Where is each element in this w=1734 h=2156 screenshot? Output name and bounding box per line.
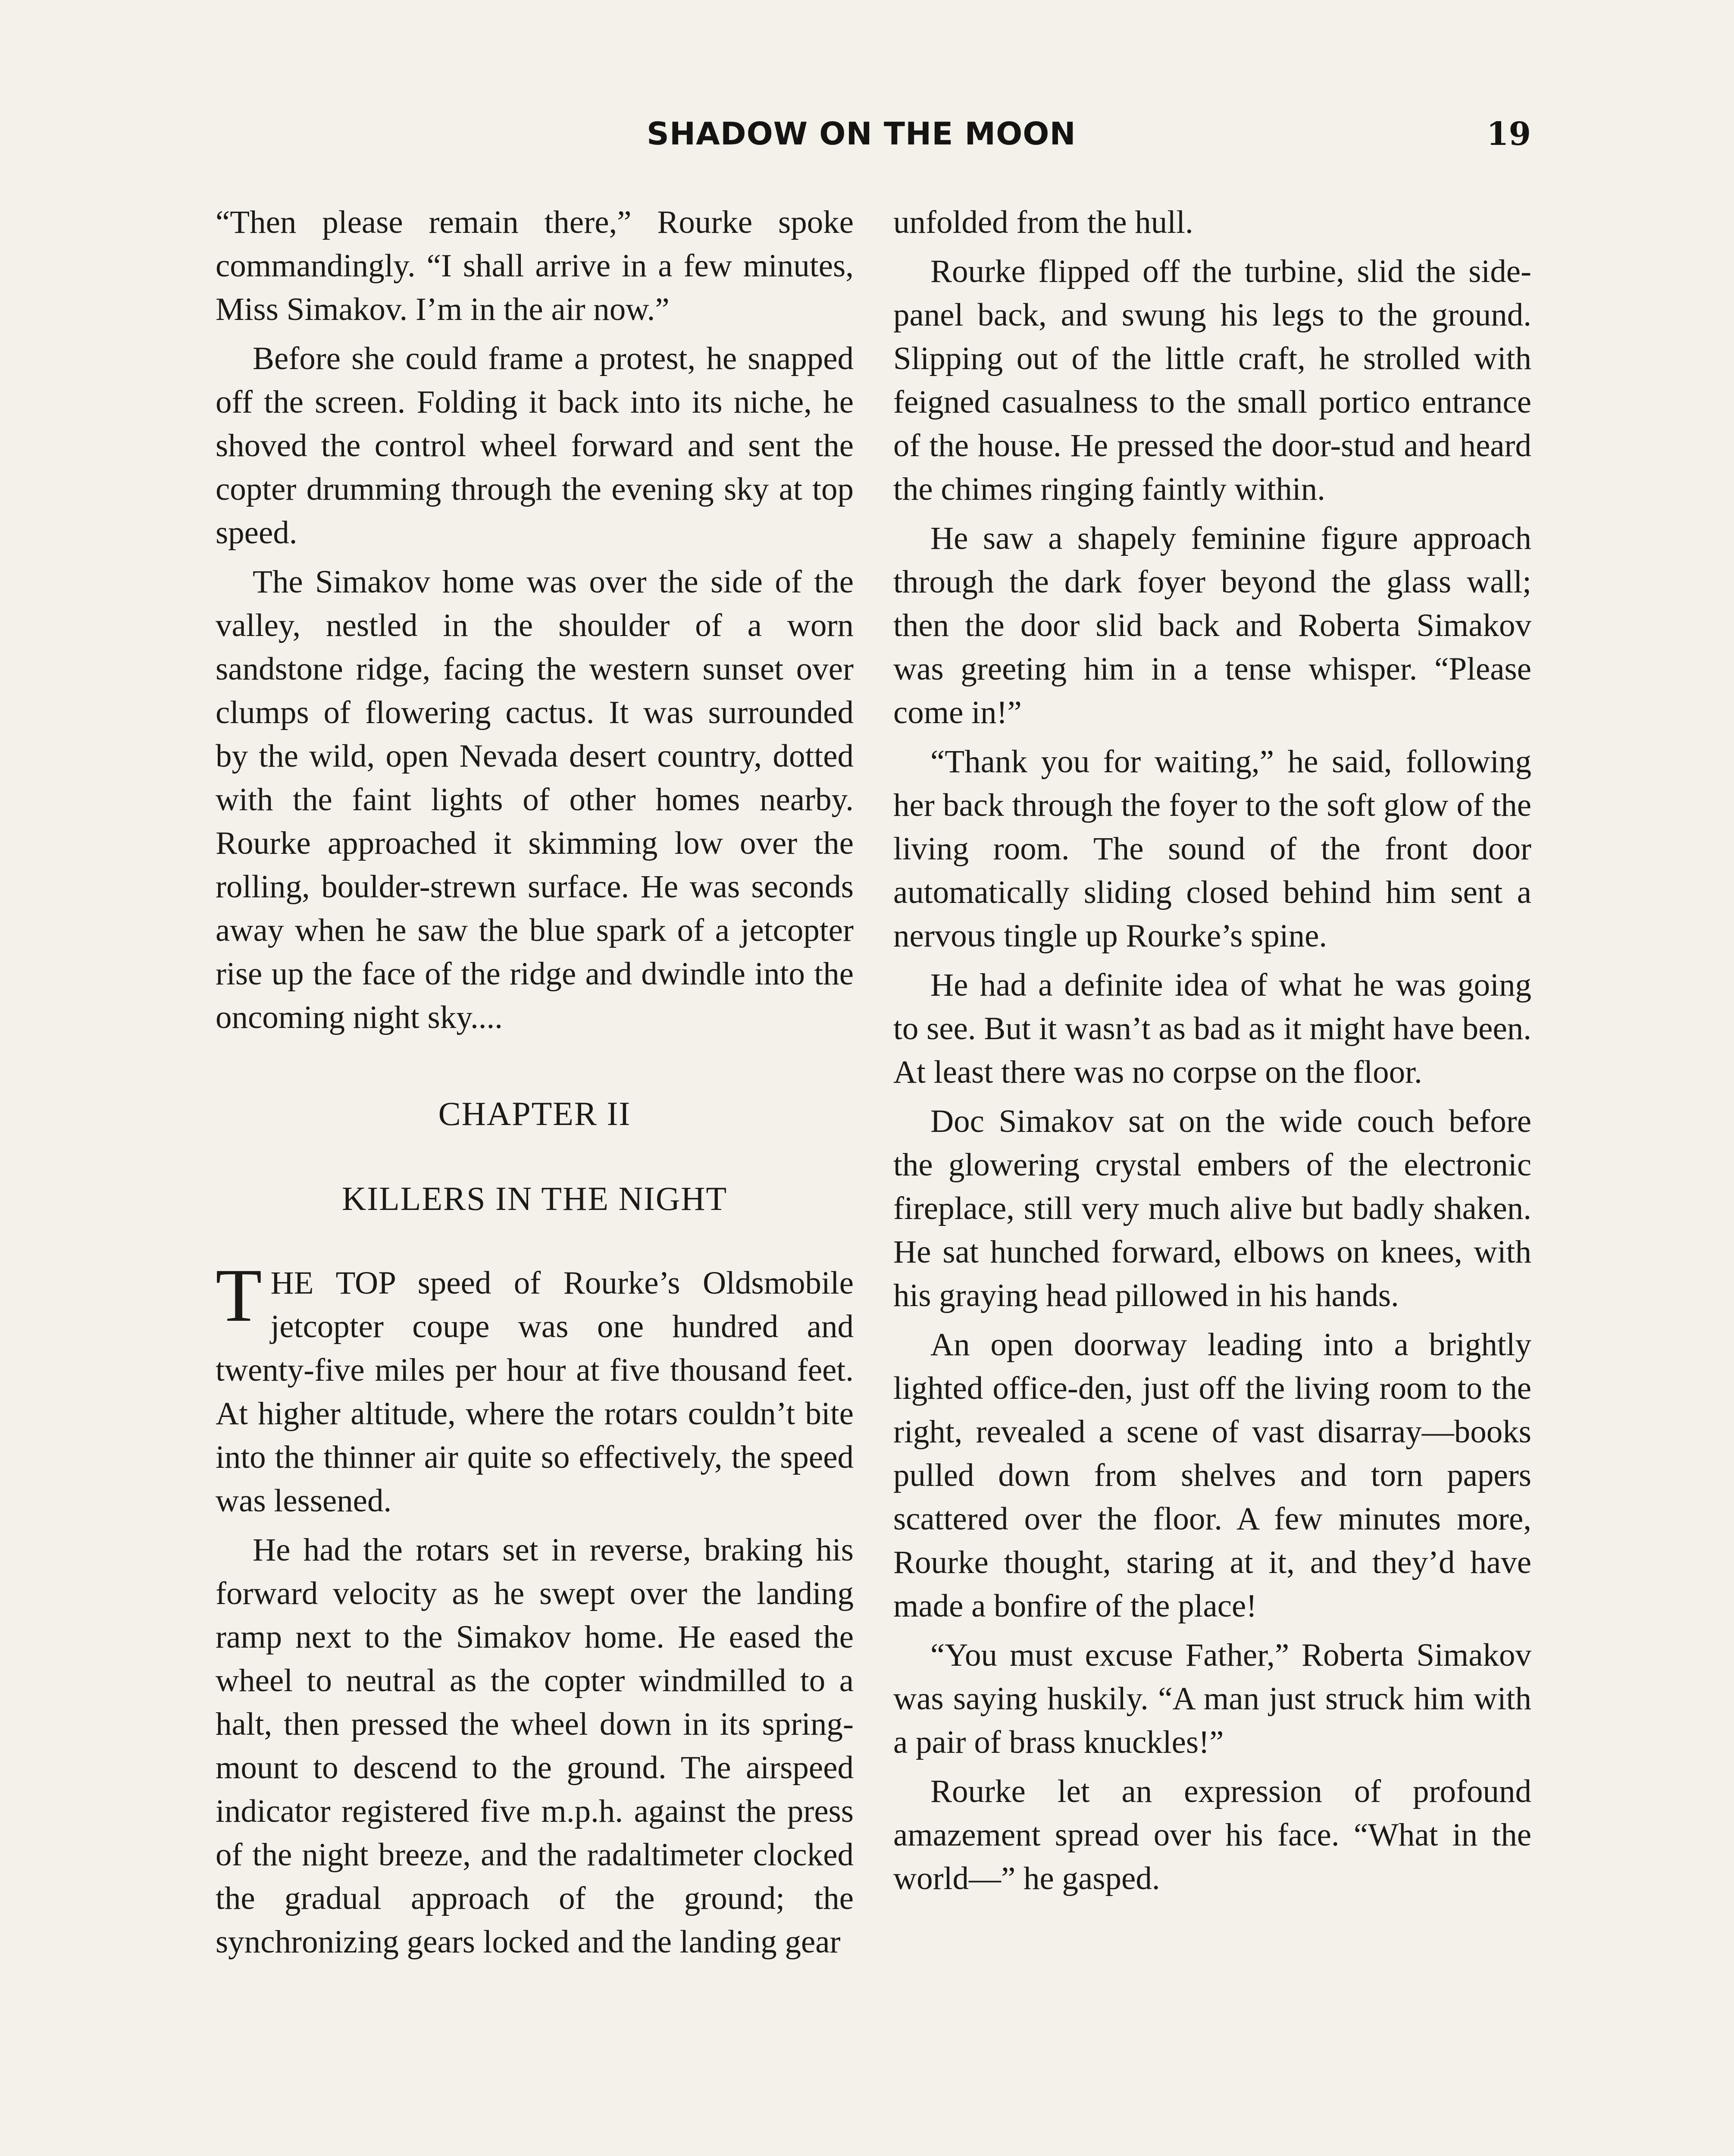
drop-cap: T	[216, 1253, 262, 1338]
left-column	[216, 201, 854, 1969]
body-paragraph: He had a definite idea of what he was going to see. But it wasn’t as bad as it might have been. At least there was no corpse on the floor.	[893, 967, 1531, 1090]
chapter-title: KILLERS IN THE NIGHT	[341, 1180, 728, 1217]
body-paragraph: “Then please remain there,” Rourke spoke commandingly. “I shall arrive in a few minutes, Miss Simakov. I’m in the air now.”	[216, 204, 854, 327]
right-column	[893, 201, 1531, 1906]
body-paragraph: Before she could frame a protest, he snapped off the screen. Folding it back into its niche, he shoved the control wheel forward and sent the copter drumming through the evening sky at top speed.	[216, 341, 854, 551]
body-paragraph: An open doorway leading into a brightly lighted office-den, just off the living room to the right, revealed a scene of vast disarray—books pulled down from shelves and torn papers scattered over the floor. A few minutes more, Rourke thought, staring at it, and they’d have made a bonfire of the place!	[893, 1327, 1531, 1624]
page-number: 19	[1487, 116, 1531, 153]
body-paragraph: Rourke flipped off the turbine, slid the side-panel back, and swung his legs to the ground. Slipping out of the little craft, he strolled with feigned casualness to the small portico entrance of the house. He pressed the door-stud and heard the chimes ringing faintly within.	[893, 254, 1531, 507]
body-paragraph: The Simakov home was over the side of the valley, nestled in the shoulder of a worn sandstone ridge, facing the western sunset over clumps of flowering cactus. It was surrounded by the wild, open Nevada desert country, dotted with the faint lights of other homes nearby. Rourke approached it skimming low over the rolling, boulder-strewn surface. He was seconds away when he saw the blue spark of a jetcopter rise up the face of the ridge and dwindle into the oncoming night sky....	[216, 564, 854, 1035]
body-paragraph: He had the rotars set in reverse, braking his forward velocity as he swept over the landing ramp next to the Simakov home. He eased the wheel to neutral as the copter windmilled to a halt, then pressed the wheel down in its spring-mount to descend to the ground. The airspeed indicator registered five m.p.h. against the press of the night breeze, and the radaltimeter clocked the gradual approach of the ground; the synchronizing gears locked and the landing gear	[216, 1532, 854, 1960]
body-paragraph: Rourke let an expression of profound amazement spread over his face. “What in the world—” he gasped.	[893, 1774, 1531, 1896]
body-paragraph: “Thank you for waiting,” he said, following her back through the foyer to the soft glow of the living room. The sound of the front door automatically sliding closed behind him sent a nervous tingle up Rourke’s spine.	[893, 744, 1531, 954]
opening-paragraph-text: HE TOP speed of Rourke’s Oldsmobile jetcopter coupe was one hundred and twenty-five miles per hour at five thousand feet. At higher altitude, where the rotars couldn’t bite into the thinner air quite so effectively, the speed was lessened.	[216, 1265, 854, 1519]
continued-paragraph: unfolded from the hull.	[893, 204, 1193, 240]
body-paragraph: Doc Simakov sat on the wide couch before the glowering crystal embers of the electronic fireplace, still very much alive but badly shaken. He sat hunched forward, elbows on knees, with his graying head pillowed in his hands.	[893, 1103, 1531, 1313]
body-paragraph: He saw a shapely feminine figure approach through the dark foyer beyond the glass wall; then the door slid back and Roberta Simakov was greeting him in a tense whisper. “Please come in!”	[893, 520, 1531, 730]
chapter-label: CHAPTER II	[438, 1095, 631, 1132]
opening-paragraph	[216, 1253, 854, 1523]
body-paragraph: “You must excuse Father,” Roberta Simakov was saying huskily. “A man just struck him with a pair of brass knuckles!”	[893, 1637, 1531, 1760]
running-title: SHADOW ON THE MOON	[647, 116, 1076, 152]
